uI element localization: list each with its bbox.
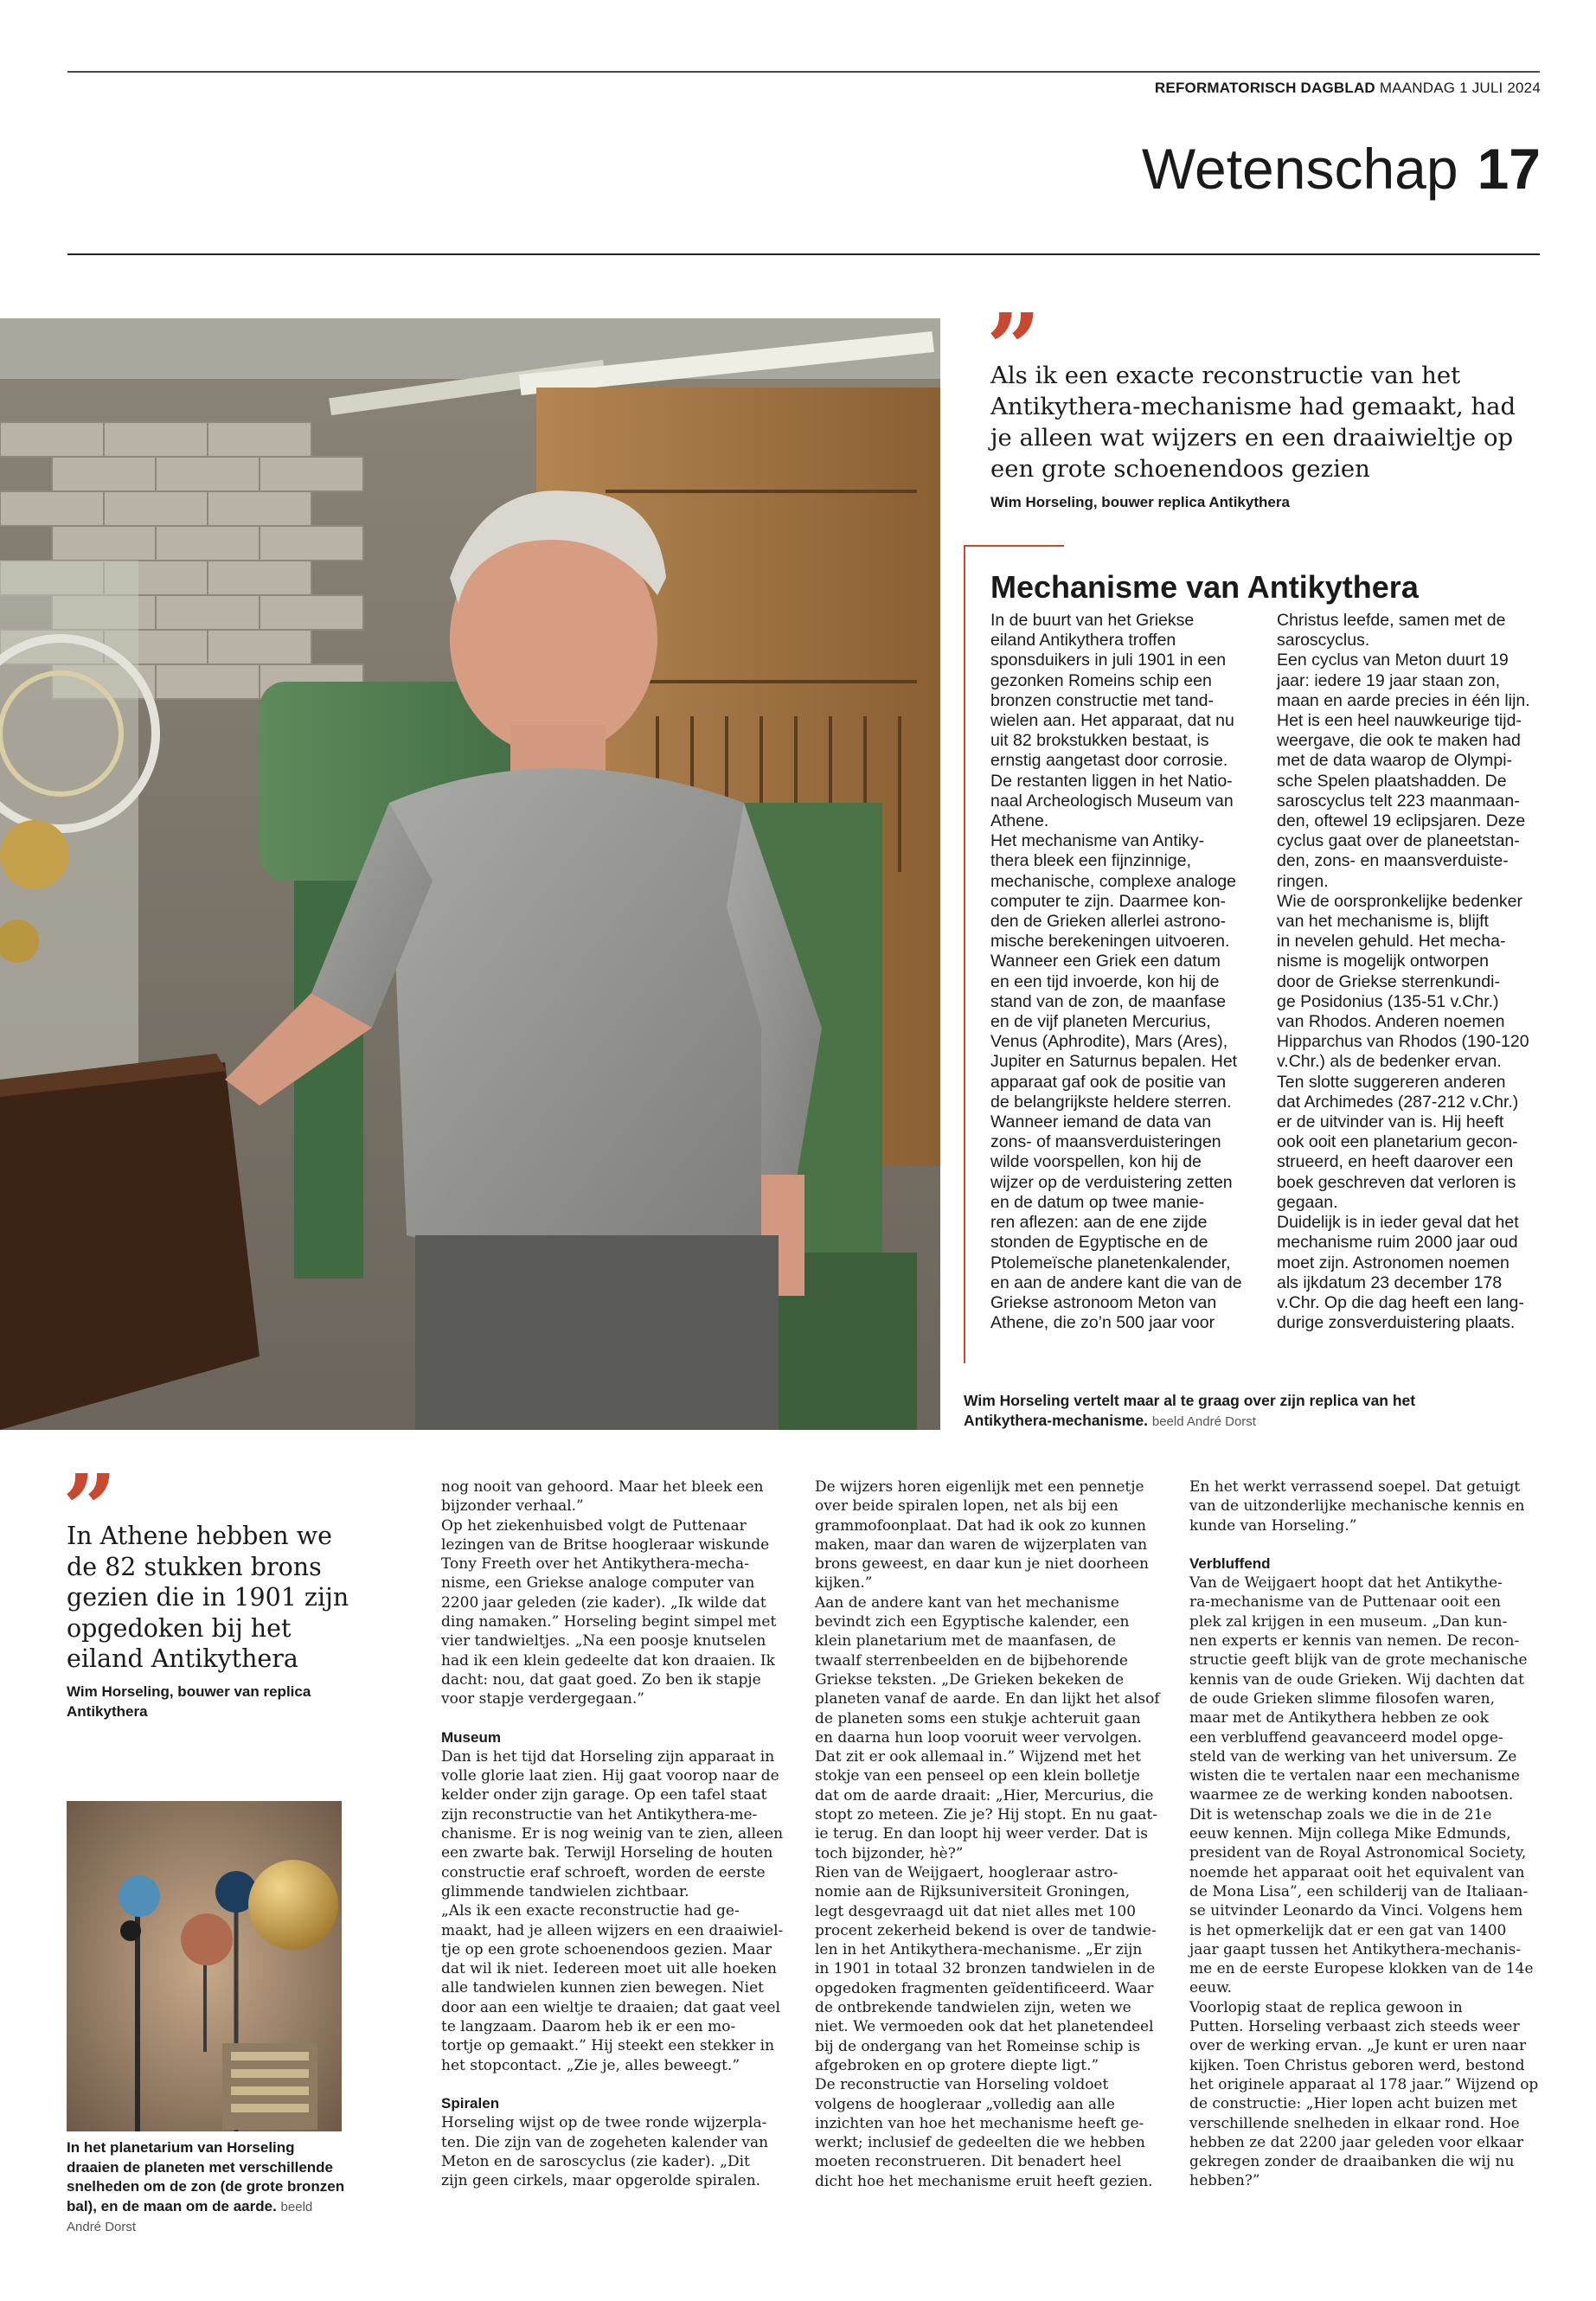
pull-quote-top-text: Als ik een exacte reconstructie van het Antikythera-mechanisme had gemaakt, had je alleen wat wijzers en een draaiwieltje op een grote schoenendoos gezien <box>990 362 1516 483</box>
article-col3-part-a: En het werkt verrassend soepel. Dat getuigt van de uitzonderlijke mechanische kennis en kunde van Horseling.” <box>1189 1478 1525 1535</box>
pull-quote-top-attribution: Wim Horseling, bouwer replica Antikythera <box>990 494 1290 510</box>
planetarium-photo-illustration <box>67 1801 342 2131</box>
planetarium-credit: beeld André Dorst <box>67 2199 313 2234</box>
section-rule <box>67 253 1540 255</box>
workshop-photo-illustration <box>0 318 940 1430</box>
quote-mark-left: ” <box>62 1453 118 1565</box>
kader-border-left <box>964 545 965 1363</box>
section-heading <box>1141 137 1541 201</box>
kader-border-top <box>964 545 1064 547</box>
planetarium-photo <box>67 1801 342 2131</box>
pull-quote-left: In Athene hebben we de 82 stukken brons gezien die in 1901 zijn opgedoken bij het eiland Antikythera <box>67 1522 349 1673</box>
photo-caption <box>964 1391 1448 1432</box>
subhead-spiralen: Spiralen <box>441 2094 500 2112</box>
kader-title: Mechanisme van Antikythera <box>990 569 1419 605</box>
article-col1-part-a: nog nooit van gehoord. Maar het bleek een bijzonder verhaal.” Op het ziekenhuisbed volgt de Puttenaar lezingen van de Britse hoogleraar wiskunde Tony Freeth over het Antikythera-mecha- nisme, een Griekse analoge computer van 2200 jaar geleden (zie kader). „Ik wilde dat ding namaken.” Horseling begint simpel met vier tandwieltjes. „Na een poosje knutselen had ik een klein gedeelte dat kon draaien. Ik dacht: nou, dat gaat goed. Zo ben ik stapje voor stapje verdergegaan.” <box>441 1478 777 1708</box>
masthead <box>1155 80 1541 97</box>
photo-credit: beeld André Dorst <box>1151 1414 1256 1429</box>
article-column-1 <box>441 1477 796 2190</box>
article-col3-part-b: Van de Weijgaert hoopt dat het Antikythe- ra-mechanisme van de Puttenaar ooit een plek zal krijgen in een museum. „Dan kun- nen experts er kennis van nemen. De recon- structie geeft blijk van de grote mechanische kennis van de oude Grieken. Wij dachten dat de oude Grieken slimme filosofen waren, maar met de Antikythera hebben ze ook een verbluffend geavanceerd model opge- steld van de werking van het universum. Ze wisten die te vertalen naar een mechanisme waarmee ze de werking konden nabootsen. Dit is wetenschap zoals we die in de 21e eeuw kennen. Mijn collega Mike Edmunds, president van de Royal Astronomical Society, noemde het apparaat ooit het equivalent van de Mona Lisa”, een schilderij van de Italiaan- se uitvinder Leonardo da Vinci. Volgens hem is het opmerkelijk dat er een gat van 1400 jaar gaapt tussen het Antikythera-mechanis- me en de eerste Europese klokken van de 14e eeuw. Voorlopig staat de replica gewoon in Putten. Horseling verbaast zich steeds weer over de werking ervan. „Je kunt er uren naar kijken. Toen Christus geboren werd, bestond het originele apparaat al 178 jaar.” Wijzend op de constructie: „Hier lopen acht buizen met verschillende snelheden in elkaar rond. Hoe hebben ze dat 2200 jaar geleden voor elkaar gekregen zonder de draaibanken die wij nu hebben?” <box>1189 1574 1539 2190</box>
pull-quote-left-attribution: Wim Horseling, bouwer van replica Antikythera <box>67 1683 311 1720</box>
quote-mark-top: ” <box>986 292 1042 404</box>
masthead-date: MAANDAG 1 JULI 2024 <box>1379 80 1541 96</box>
planetarium-caption-text: In het planetarium van Horseling draaien de planeten met verschillende snelheden om de zon (de grote bronzen bal), en de maan om de aarde. <box>67 2139 345 2214</box>
article-col1-part-c: Horseling wijst op de twee ronde wijzerpla- ten. Die zijn van de zogeheten kalender van Meton en de saroscyclus (zie kader). „Dit zijn geen cirkels, maar opgerolde spiralen. <box>441 2114 769 2190</box>
subhead-museum: Museum <box>441 1728 501 1746</box>
main-photo <box>0 318 940 1430</box>
section-name: Wetenschap <box>1141 137 1458 201</box>
photo-caption-text: Wim Horseling vertelt maar al te graag over zijn replica van het Antikythera-mechanisme. <box>964 1392 1416 1429</box>
article-column-3 <box>1189 1477 1553 2191</box>
planetarium-caption <box>67 2138 345 2238</box>
kader-column-1: In de buurt van het Griekse eiland Antikythera troffen sponsduikers in juli 1901 in een gezonken Romeins schip een bronzen constructie met tand- wielen aan. Het apparaat, dat nu uit 82 brokstukken bestaat, is ernstig aangetast door corrosie. De restanten liggen in het Natio- naal Archeologisch Museum van Athene. Het mechanisme van Antiky- thera bleek een fijnzinnige, mechanische, complexe analoge computer te zijn. Daarmee kon- den de Grieken allerlei astrono- mische berekeningen uitvoeren. Wanneer een Griek een datum en een tijd invoerde, kon hij de stand van de zon, de maanfase en de vijf planeten Mercurius, Venus (Aphrodite), Mars (Ares), Jupiter en Saturnus bepalen. Het apparaat gaf ook de positie van de belangrijkste heldere sterren. Wanneer iemand de data van zons- of maansverduisteringen wilde voorspellen, kon hij de wijzer op de verduistering zetten en de datum op twee manie- ren aflezen: aan de ene zijde stonden de Egyptische en de Ptolemeïsche planetenkalender, en aan de andere kant die van de Griekse astronoom Meton van Athene, die zo’n 500 jaar voor <box>990 611 1242 1333</box>
article-col1-part-b: Dan is het tijd dat Horseling zijn apparaat in volle glorie laat zien. Hij gaat voorop naar de kelder onder zijn garage. Op een tafel staat zijn reconstructie van het Antikythera-me- chanisme. Er is nog weinig van te zien, alleen een zwarte bak. Terwijl Horseling de houten constructie eraf schroeft, worden de eerste glimmende tandwielen zichtbaar. „Als ik een exacte reconstructie had ge- maakt, had je alleen wijzers en een draaiwiel- tje op een grote schoenendoos gezien. Maar dat wil ik niet. Iedereen moet uit alle hoeken alle tandwielen kunnen zien bewegen. Niet door aan een wieltje te draaien; dat gaat veel te langzaam. Daarom heb ik er een mo- tortje op gemaakt.” Hij steekt een stekker in het stopcontact. „Zie je, alles beweegt.” <box>441 1747 784 2074</box>
masthead-paper: REFORMATORISCH DAGBLAD <box>1154 80 1375 96</box>
kader-column-2: Christus leefde, samen met de saroscyclus. Een cyclus van Meton duurt 19 jaar: iedere 19 jaar staan zon, maan en aarde precies in één lijn. Het is een heel nauwkeurige tijd- weergave, die ook te maken had met de data waarop de Olympi- sche Spelen plaatshadden. De saroscyclus telt 223 maanmaan- den, oftewel 19 eclipsjaren. Deze cyclus gaat over de planeetstan- den, zons- en maansverduiste- ringen. Wie de oorspronkelijke bedenker van het mechanisme is, blijft in nevelen gehuld. Het mecha- nisme is mogelijk ontworpen door de Griekse sterrenkundi- ge Posidonius (135-51 v.Chr.) van Rhodos. Anderen noemen Hipparchus van Rhodos (190-120 v.Chr.) als de bedenker ervan. Ten slotte suggereren anderen dat Archimedes (287-212 v.Chr.) er de uitvinder van is. Hij heeft ook ooit een planetarium gecon- strueerd, en heeft daarover een boek geschreven dat verloren is gegaan. Duidelijk is in ieder geval dat het mechanisme ruim 2000 jaar oud moet zijn. Astronomen noemen als ijkdatum 23 december 178 v.Chr. Op die dag heeft een lang- durige zonsverduistering plaats. <box>1277 611 1530 1333</box>
subhead-verbluffend: Verbluffend <box>1189 1554 1271 1572</box>
page-number: 17 <box>1477 137 1541 201</box>
pull-quote-top <box>990 360 1544 484</box>
article-column-2: De wijzers horen eigenlijk met een pennetje over beide spiralen lopen, net als bij een grammofoonplaat. Dat had ik ook zo kunnen maken, maar dan waren de wijzerplaten van brons geweest, en daar kun je niet doorheen kijken.” Aan de andere kant van het mechanisme bevindt zich een Egyptische kalender, een klein planetarium met de maanfasen, de twaalf sterrenbeelden en de bijbehorende Griekse teksten. „De Grieken bekeken de planeten vanaf de aarde. En dan lijkt het alsof de planeten soms een stukje achteruit gaan en daarna hun loop vooruit weer vervolgen. Dat zit er ook allemaal in.” Wijzend met het stokje van een penseel op een klein bolletje dat om de aarde draait: „Hier, Mercurius, die stopt zo meteen. Zie je? Hij stopt. En nu gaat- ie terug. En dan loopt hij weer verder. Dat is toch bijzonder, hè?” Rien van de Weijgaert, hoogleraar astro- nomie aan de Rijksuniversiteit Groningen, legt desgevraagd uit dat niet alles met 100 procent zekerheid bekend is over de tandwie- len in het Antikythera-mechanisme. „Er zijn in 1901 in totaal 32 bronzen tandwielen in de opgedoken fragmenten geïdentificeerd. Waar de ontbrekende tandwielen zijn, weten we niet. We vermoeden ook dat het planetendeel bij de ondergang van het Romeinse schip is afgebroken en op grotere diepte ligt.” De reconstructie van Horseling voldoet volgens de hoogleraar „volledig aan alle inzichten van hoe het mechanisme heeft ge- werkt; inclusief de gedeelten die we hebben moeten reconstrueren. Dit benadert heel dicht hoe het mechanisme eruit heeft gezien. <box>815 1478 1160 2190</box>
top-rule <box>67 71 1540 73</box>
